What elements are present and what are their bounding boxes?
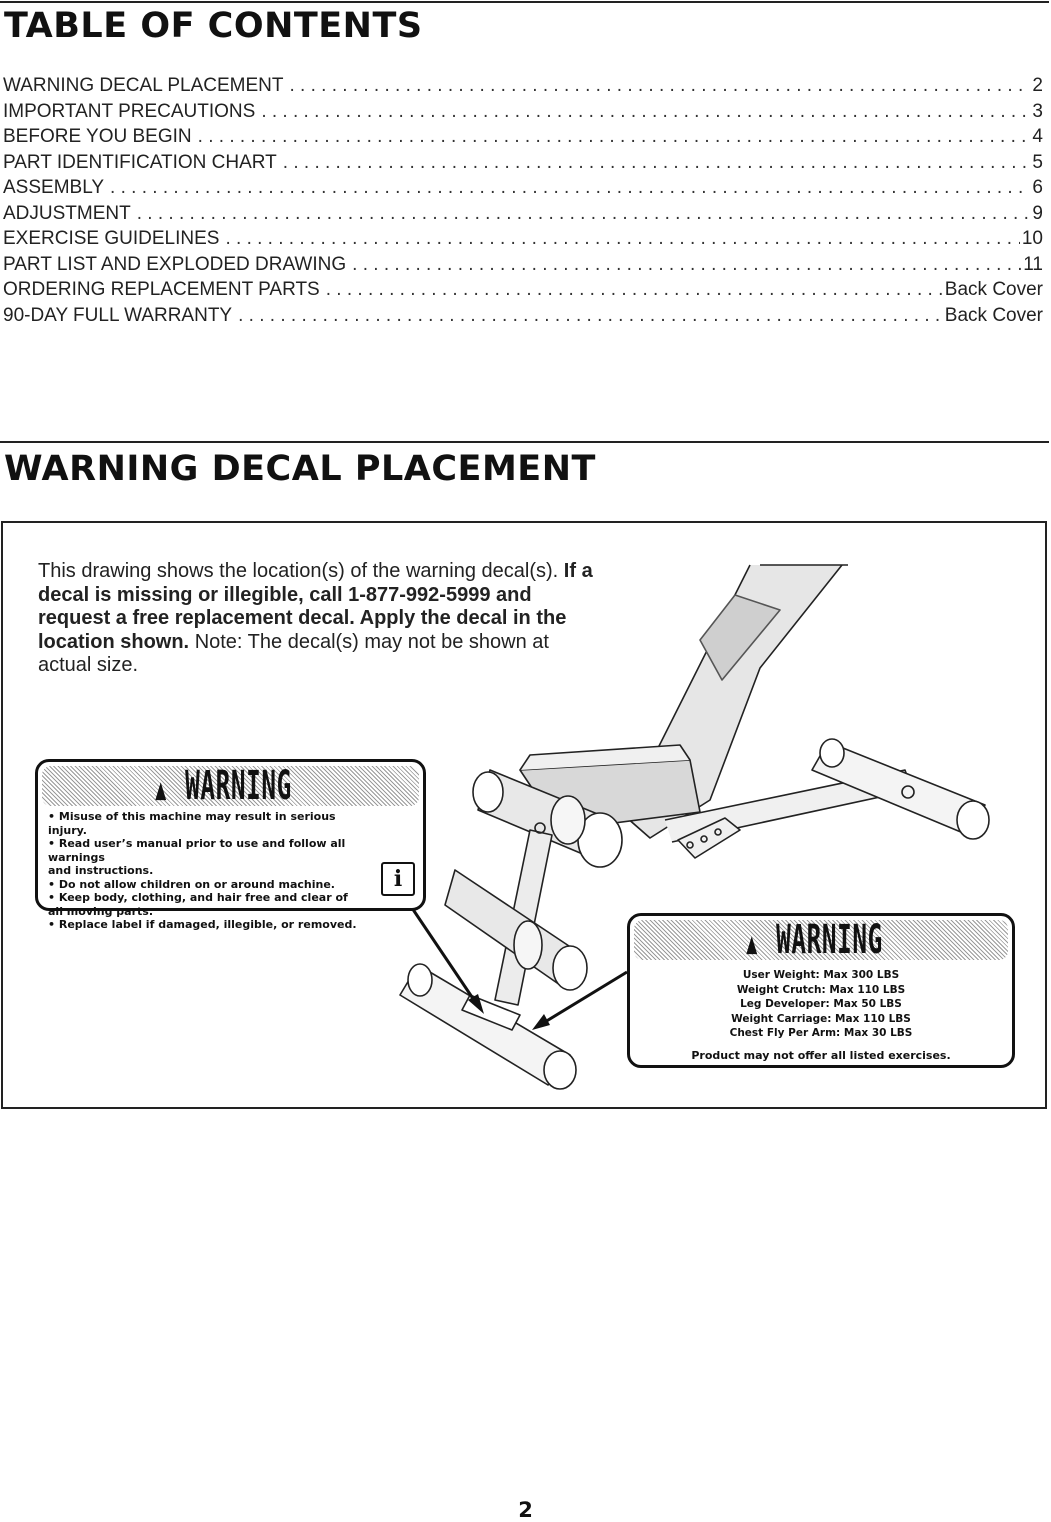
toc-entry-page: 3 xyxy=(1032,100,1043,122)
toc-leader-dots xyxy=(326,279,943,301)
toc-entry[interactable] xyxy=(3,152,1043,178)
weight-limit-line: Weight Crutch: Max 110 LBS xyxy=(736,983,906,996)
toc-entry-title: BEFORE YOU BEGIN xyxy=(3,126,192,147)
decal-intro-text xyxy=(38,560,598,678)
decal-heading: WARNING DECAL PLACEMENT xyxy=(4,449,596,489)
toc-leader-dots xyxy=(261,101,1030,123)
toc-entry[interactable] xyxy=(3,279,1043,305)
warning-item: • Read user’s manual prior to use and follow all warnings xyxy=(48,837,378,864)
weight-limit-line: Leg Developer: Max 50 LBS xyxy=(740,998,902,1010)
intro-plain: This drawing shows the location(s) of the warning decal(s). xyxy=(38,560,559,582)
toc-entry-title: ORDERING REPLACEMENT PARTS xyxy=(3,279,320,300)
toc-entry-page: Back Cover xyxy=(944,279,1043,300)
toc-entry-page: Back Cover xyxy=(944,304,1043,326)
toc-entry-title: PART IDENTIFICATION CHART xyxy=(3,151,277,173)
toc-entry[interactable] xyxy=(3,228,1043,254)
weight-limit-line: User Weight: Max 300 LBS xyxy=(742,969,900,981)
warning-triangle-icon: ▲ xyxy=(745,926,758,961)
warning-item: • Replace label if damaged, illegible, or removed. xyxy=(48,918,378,932)
toc-entry-title: PART LIST AND EXPLODED DRAWING xyxy=(3,253,347,275)
toc-entry[interactable] xyxy=(3,126,1043,152)
toc-entry-title: IMPORTANT PRECAUTIONS xyxy=(3,100,256,122)
toc-entry-title: WARNING DECAL PLACEMENT xyxy=(3,75,284,96)
warning-item-continued: and instructions. xyxy=(48,864,154,877)
warning-title: WARNING xyxy=(185,763,293,809)
warning-triangle-icon: ▲ xyxy=(155,772,168,807)
toc-entry-title: ASSEMBLY xyxy=(3,177,105,198)
toc-heading: TABLE OF CONTENTS xyxy=(4,6,423,46)
warning-decal-weights xyxy=(627,913,1015,1068)
toc-leader-dots xyxy=(283,152,1031,174)
table-of-contents xyxy=(3,75,1043,330)
toc-entry-title: ADJUSTMENT xyxy=(3,202,131,224)
warning-decal-usage xyxy=(35,759,426,931)
toc-entry-page: 6 xyxy=(1032,177,1043,198)
warning-item: • Misuse of this machine may result in serious injury. xyxy=(48,810,378,837)
toc-leader-dots xyxy=(289,75,1030,97)
toc-entry-title: 90-DAY FULL WARRANTY xyxy=(3,304,233,326)
toc-leader-dots xyxy=(225,228,1019,250)
toc-entry[interactable] xyxy=(3,177,1043,203)
toc-entry-page: 4 xyxy=(1032,126,1043,147)
toc-entry[interactable] xyxy=(3,203,1043,229)
toc-entry[interactable] xyxy=(3,254,1043,280)
toc-leader-dots xyxy=(110,177,1030,199)
intro-bold: If a decal is missing or illegible, call 1-877-992-5999 and request a free replacement decal. Apply the decal in the location shown. xyxy=(38,560,593,653)
top-rule xyxy=(0,1,1049,3)
manual-info-icon: i xyxy=(381,862,415,896)
toc-leader-dots xyxy=(238,305,943,327)
warning-list xyxy=(48,810,378,932)
weight-limit-line: Weight Carriage: Max 110 LBS xyxy=(731,1012,911,1025)
toc-entry-page: 11 xyxy=(1023,253,1043,275)
toc-leader-dots xyxy=(198,126,1031,148)
toc-leader-dots xyxy=(137,203,1031,225)
toc-entry-page: 5 xyxy=(1032,151,1043,173)
warning-item-continued: all moving parts. xyxy=(48,904,153,918)
toc-entry-title: EXERCISE GUIDELINES xyxy=(3,228,220,249)
toc-entry-page: 9 xyxy=(1032,202,1043,224)
intro-note: Note: The decal(s) may not be shown at actual size. xyxy=(38,630,549,676)
toc-entry[interactable] xyxy=(3,305,1043,331)
weights-footnote: Product may not offer all listed exercises. xyxy=(691,1048,951,1062)
warning-banner xyxy=(634,917,1008,963)
warning-title: WARNING xyxy=(775,917,883,963)
warning-item: • Do not allow children on or around machine. xyxy=(48,878,378,892)
toc-entry-page: 2 xyxy=(1032,75,1043,96)
toc-entry-page: 10 xyxy=(1021,228,1043,249)
page-number: 2 xyxy=(518,1498,533,1522)
warning-item: • Keep body, clothing, and hair free and clear of xyxy=(48,891,378,905)
toc-leader-dots xyxy=(352,254,1021,276)
weight-limit-line: Chest Fly Per Arm: Max 30 LBS xyxy=(729,1027,913,1039)
toc-entry[interactable] xyxy=(3,75,1043,101)
toc-entry[interactable] xyxy=(3,101,1043,127)
weight-limits xyxy=(630,968,1012,1041)
section-rule xyxy=(0,441,1049,443)
warning-banner xyxy=(42,763,419,809)
